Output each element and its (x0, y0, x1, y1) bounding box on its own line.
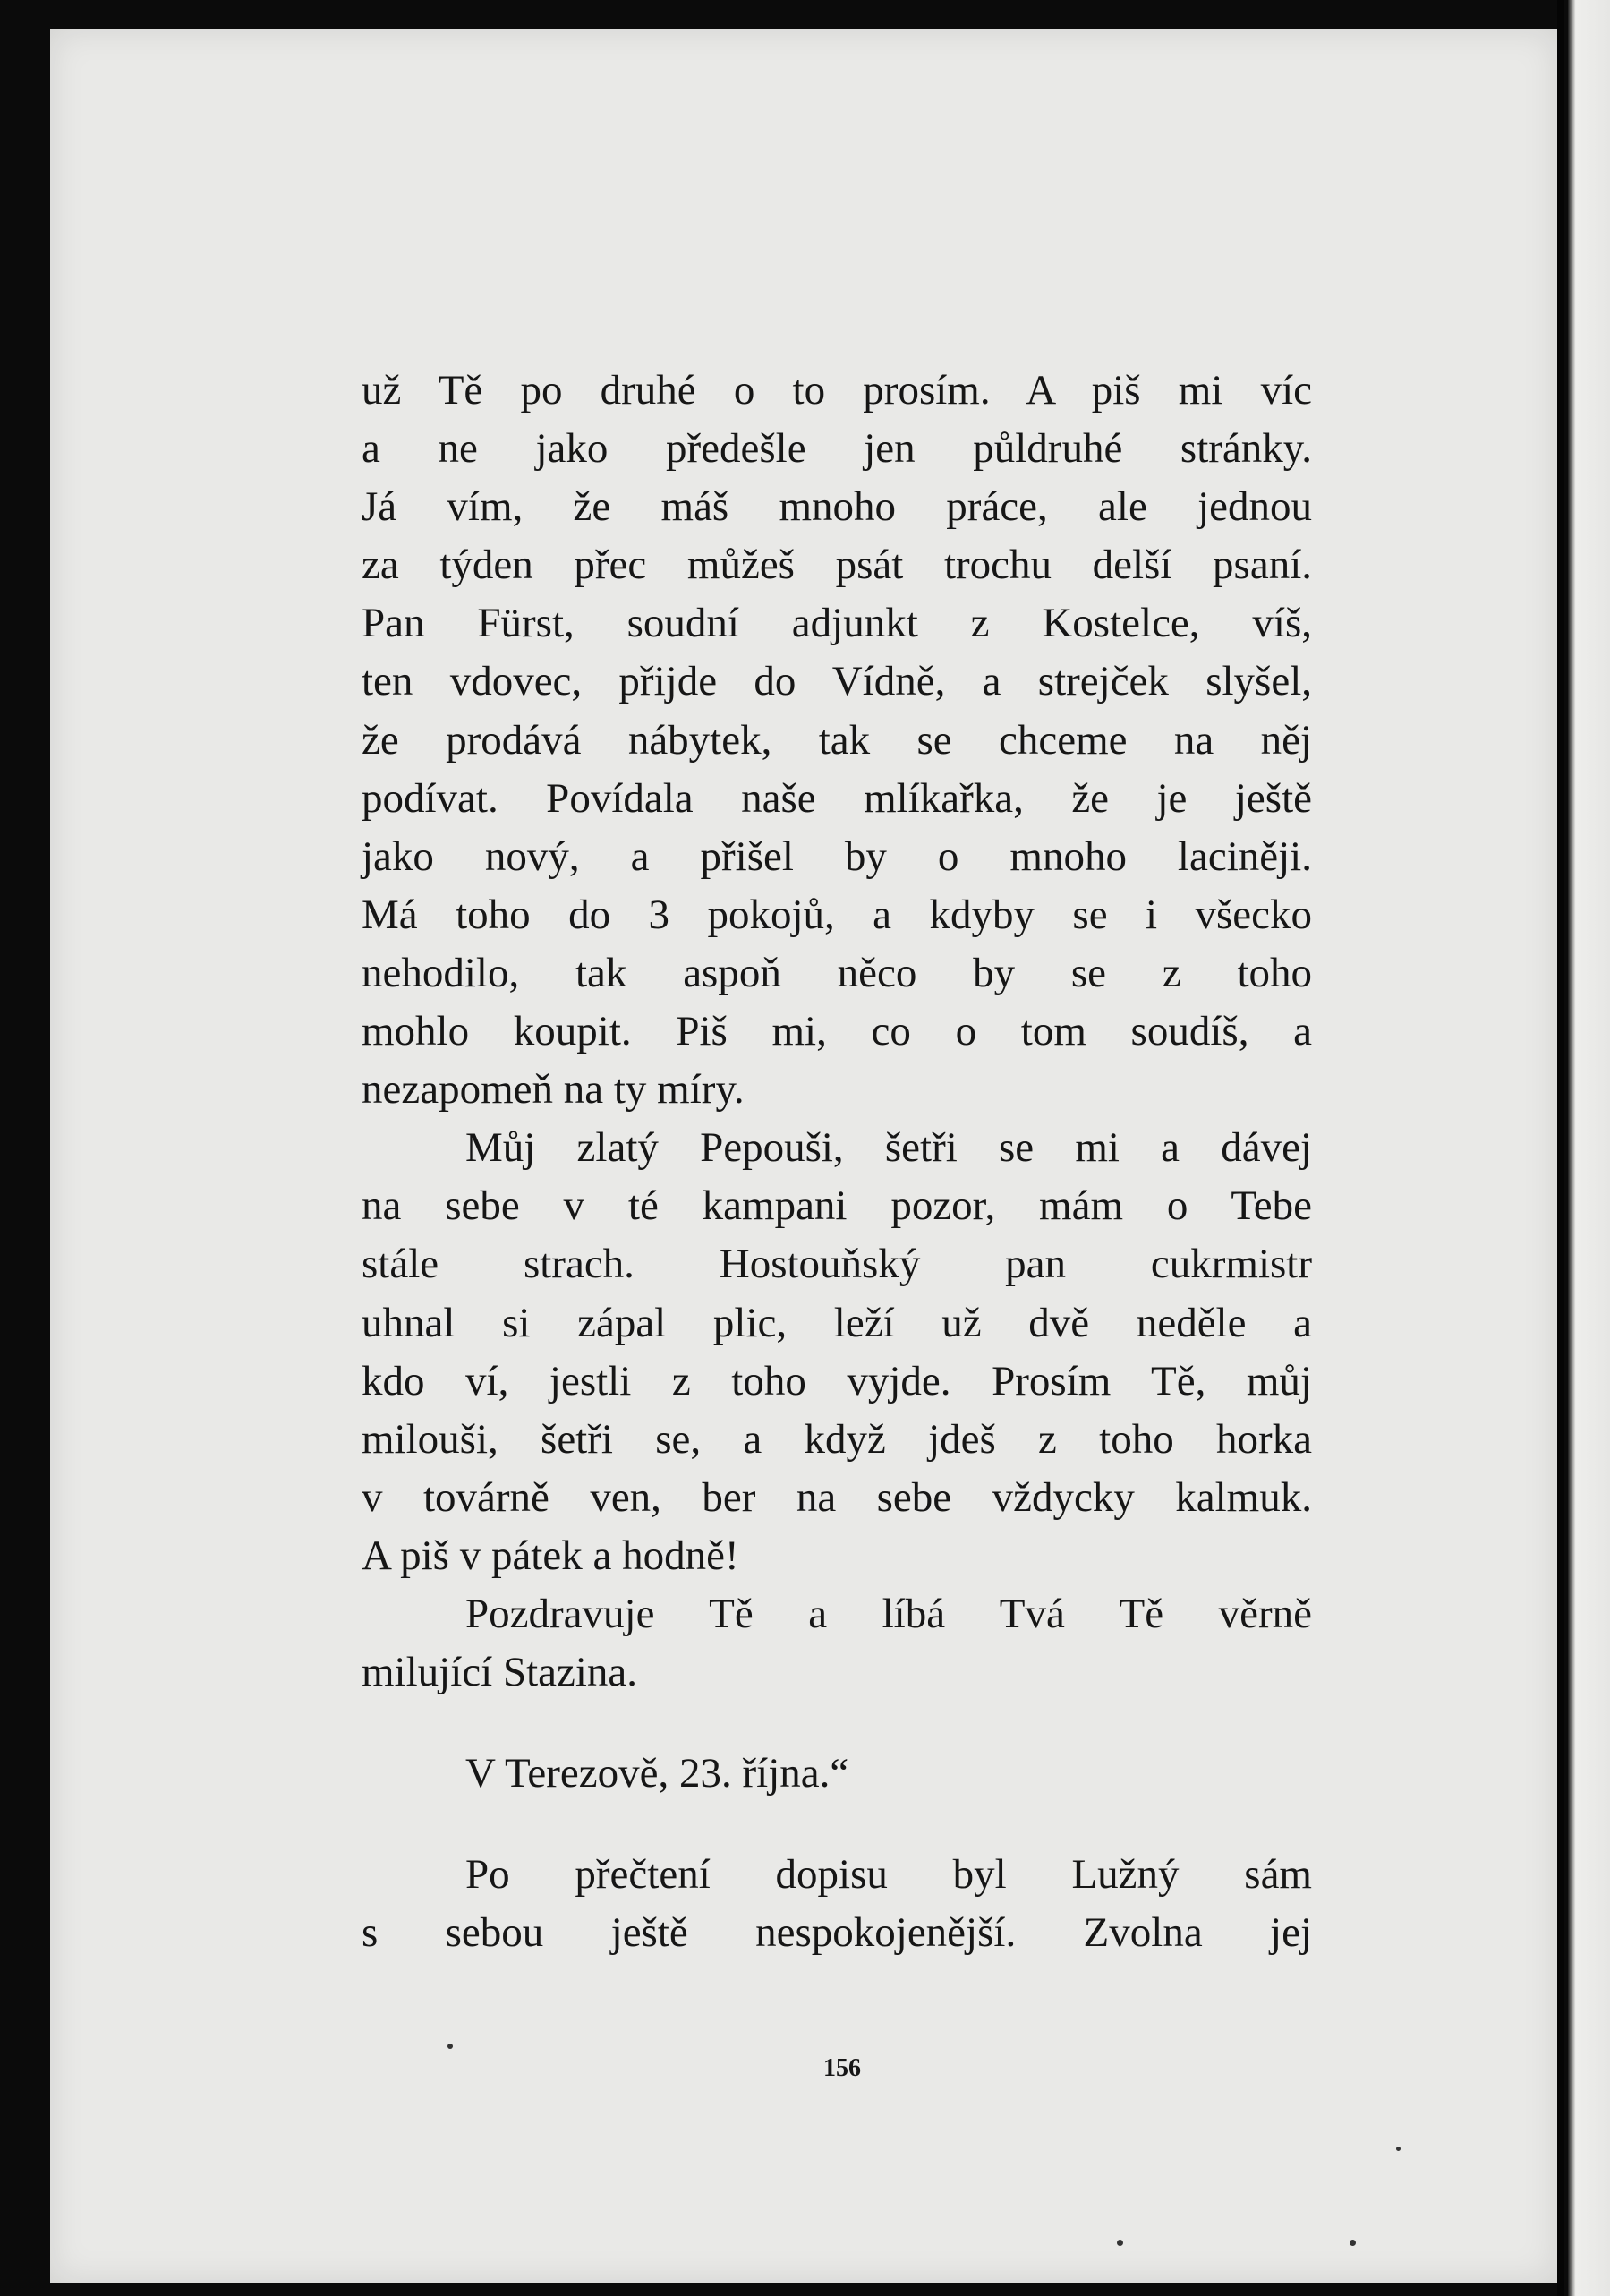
spacer (362, 1702, 1312, 1745)
text-line: za týden přec můžeš psát trochu delší psaní. (362, 542, 1312, 589)
body-text (362, 362, 1312, 1962)
text-line: stále strach. Hostouňský pan cukrmistr (362, 1241, 1312, 1288)
text-line: nehodilo, tak aspoň něco by se z toho (362, 949, 1312, 996)
text-line: jako nový, a přišel by o mnoho laciněji. (362, 832, 1312, 880)
text-line: a ne jako předešle jen půldruhé stránky. (362, 425, 1312, 473)
text-line: kdo ví, jestli z toho vyjde. Prosím Tě, můj (362, 1357, 1312, 1404)
scan-speck (1117, 2240, 1123, 2246)
page-number: 156 (823, 2054, 861, 2082)
scan-speck (1396, 2147, 1401, 2151)
scan-speck (447, 2044, 453, 2049)
closing-line: Pozdravuje Tě a líbá Tvá Tě věrně (465, 1590, 1312, 1637)
paragraph-first-line: Můj zlatý Pepouši, šetři se mi a dávej (465, 1124, 1312, 1172)
text-line: Má toho do 3 pokojů, a kdyby se i všecko (362, 891, 1312, 938)
text-line: mohlo koupit. Piš mi, co o tom soudíš, a (362, 1008, 1312, 1055)
text-line: podívat. Povídala naše mlíkařka, že je ještě (362, 774, 1312, 822)
text-line: s sebou ještě nespokojenější. Zvolna jej (362, 1909, 1312, 1957)
text-line: uhnal si zápal plic, leží už dvě neděle a (362, 1299, 1312, 1346)
text-line: Já vím, že máš mnoho práce, ale jednou (362, 483, 1312, 531)
text-line: na sebe v té kampani pozor, mám o Tebe (362, 1182, 1312, 1230)
text-line: už Tě po druhé o to prosím. A piš mi víc (362, 367, 1312, 414)
text-line: ten vdovec, přijde do Vídně, a strejček slyšel, (362, 658, 1312, 705)
adjacent-page-edge (1568, 0, 1610, 2296)
text-line: A piš v pátek a hodně! (362, 1532, 739, 1579)
paragraph-first-line: Po přečtení dopisu byl Lužný sám (465, 1851, 1312, 1899)
text-line: milouši, šetři se, a když jdeš z toho horka (362, 1415, 1312, 1463)
date-line: V Terezově, 23. října.“ (465, 1750, 849, 1797)
text-line: nezapomeň na ty míry. (362, 1066, 745, 1114)
page-edge-shadow (1557, 0, 1564, 2296)
closing-signature: milující Stazina. (362, 1649, 638, 1696)
spacer (362, 1803, 1312, 1846)
text-line: že prodává nábytek, tak se chceme na něj (362, 716, 1312, 764)
text-line: v továrně ven, ber na sebe vždycky kalmuk. (362, 1473, 1312, 1521)
scan-speck (1350, 2240, 1356, 2246)
text-line: Pan Fürst, soudní adjunkt z Kostelce, víš, (362, 600, 1312, 647)
